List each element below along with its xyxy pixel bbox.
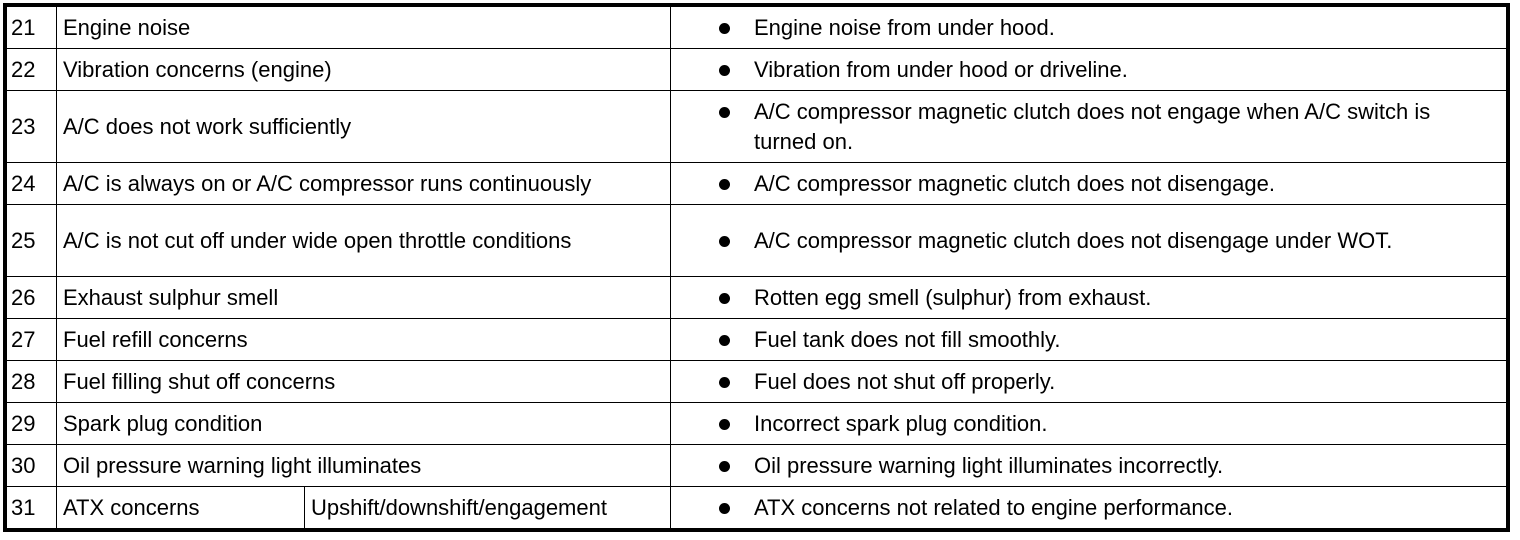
description-text: Oil pressure warning light illuminates incorrectly.: [754, 452, 1224, 478]
description-cell: [671, 319, 1507, 361]
description-cell: [671, 361, 1507, 403]
description-text: Fuel tank does not fill smoothly.: [754, 326, 1061, 352]
table-row: [7, 445, 1507, 487]
description-text: Vibration from under hood or driveline.: [754, 56, 1128, 82]
symptom-cell: Oil pressure warning light illuminates: [57, 445, 671, 487]
bullet-icon: [719, 503, 730, 514]
symptom-cell: Spark plug condition: [57, 403, 671, 445]
symptom-cell: Fuel filling shut off concerns: [57, 361, 671, 403]
row-number: 30: [7, 445, 57, 487]
row-number: 25: [7, 205, 57, 277]
description-cell: [671, 277, 1507, 319]
symptom-cell: A/C is not cut off under wide open throttle conditions: [57, 205, 671, 277]
bullet-icon: [719, 335, 730, 346]
row-number: 26: [7, 277, 57, 319]
table-row: [7, 361, 1507, 403]
table-row: [7, 277, 1507, 319]
description-text: A/C compressor magnetic clutch does not engage when A/C switch is turned on.: [754, 98, 1431, 154]
bullet-icon: [719, 461, 730, 472]
description-text: Engine noise from under hood.: [754, 14, 1055, 40]
symptom-table: [6, 6, 1507, 529]
description-cell: [671, 445, 1507, 487]
symptom-cell: ATX concerns: [57, 487, 305, 529]
row-number: 22: [7, 49, 57, 91]
table-row: [7, 403, 1507, 445]
subsymptom-cell: Upshift/downshift/engagement: [305, 487, 671, 529]
symptom-cell: Engine noise: [57, 7, 671, 49]
description-cell: [671, 163, 1507, 205]
description-cell: [671, 49, 1507, 91]
description-text: Incorrect spark plug condition.: [754, 410, 1048, 436]
description-text: Fuel does not shut off properly.: [754, 368, 1056, 394]
row-number: 31: [7, 487, 57, 529]
description-text: Rotten egg smell (sulphur) from exhaust.: [754, 284, 1152, 310]
bullet-icon: [719, 377, 730, 388]
table-row: [7, 319, 1507, 361]
row-number: 29: [7, 403, 57, 445]
table-row: [7, 91, 1507, 163]
row-number: 24: [7, 163, 57, 205]
row-number: 27: [7, 319, 57, 361]
description-cell: [671, 487, 1507, 529]
row-number: 21: [7, 7, 57, 49]
description-cell: [671, 91, 1507, 163]
description-text: A/C compressor magnetic clutch does not disengage under WOT.: [754, 227, 1393, 253]
bullet-icon: [719, 179, 730, 190]
table-row: [7, 163, 1507, 205]
bullet-icon: [719, 236, 730, 247]
row-number: 23: [7, 91, 57, 163]
table-row: [7, 487, 1507, 529]
description-cell: [671, 7, 1507, 49]
bullet-icon: [719, 419, 730, 430]
symptom-cell: A/C does not work sufficiently: [57, 91, 671, 163]
symptom-cell: Vibration concerns (engine): [57, 49, 671, 91]
description-cell: [671, 403, 1507, 445]
symptom-cell: A/C is always on or A/C compressor runs continuously: [57, 163, 671, 205]
description-text: ATX concerns not related to engine performance.: [754, 494, 1233, 520]
symptom-cell: Fuel refill concerns: [57, 319, 671, 361]
bullet-icon: [719, 107, 730, 118]
description-cell: [671, 205, 1507, 277]
table-row: [7, 7, 1507, 49]
row-number: 28: [7, 361, 57, 403]
bullet-icon: [719, 23, 730, 34]
table-row: [7, 205, 1507, 277]
symptom-cell: Exhaust sulphur smell: [57, 277, 671, 319]
bullet-icon: [719, 293, 730, 304]
bullet-icon: [719, 65, 730, 76]
table-row: [7, 49, 1507, 91]
description-text: A/C compressor magnetic clutch does not disengage.: [754, 170, 1275, 196]
